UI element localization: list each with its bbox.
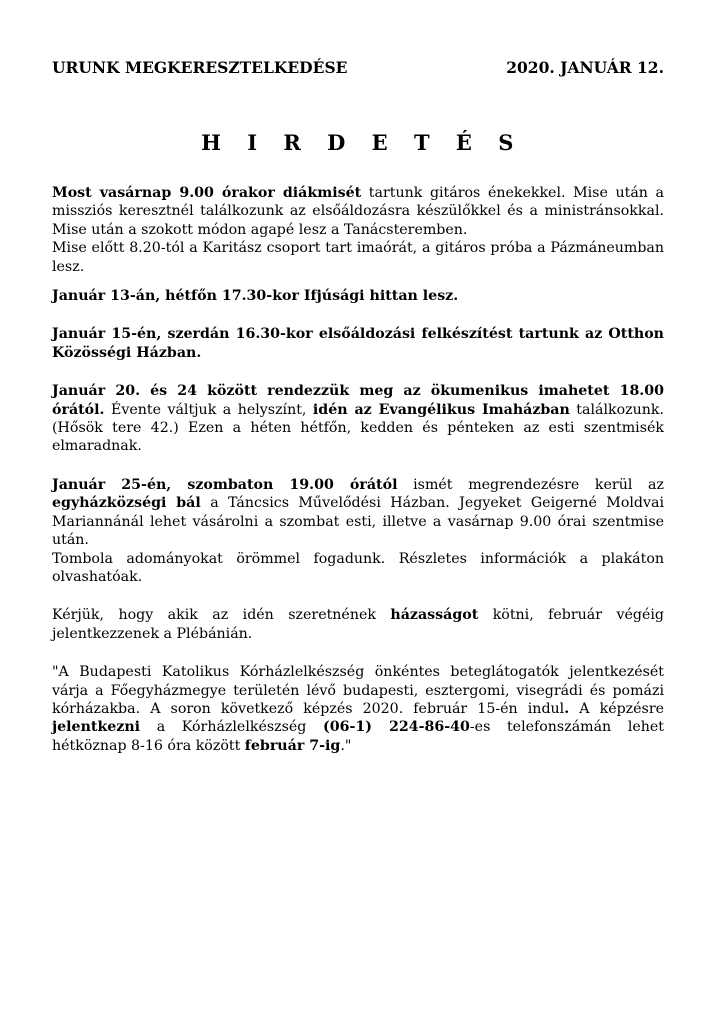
text: ismét megrendezésre kerül az [397, 476, 664, 493]
page-title: H I R D E T É S [201, 130, 523, 155]
bold-text: Január 25-én, szombaton 19.00 órától [52, 476, 398, 493]
announcement-hospital-chaplaincy [52, 663, 664, 755]
text: Évente váltjuk a helyszínt, [104, 401, 313, 418]
bold-text: Most vasárnap 9.00 órakor diákmisét [52, 185, 362, 201]
deadline: február 7-ig [244, 737, 341, 754]
text: "A Budapesti Katolikus Kórházlelkészség önkéntes beteglátogatók jelentkezését várja a Főegyházmegye területén lévő budapesti, esztergomi, visegrádi és pomázi kórházakba. A soron következő képzés 2020. február 15-én indul [52, 664, 664, 717]
bold-text: idén az Evangélikus Imaházban [312, 401, 570, 418]
announcement-youth-catechesis [52, 287, 664, 305]
bold-text: . [564, 700, 570, 717]
announcement-marriage [52, 606, 664, 643]
text: találkozunk. (Hősök tere 42.) Ezen a héten hétfőn, kedden és pénteken az esti szentmisék elmaradnak. [52, 401, 664, 455]
bold-text: Január 20. és 24 között rendezzük meg az ökumenikus imahetet 18.00 órától. [52, 383, 664, 418]
feast-name: URUNK MEGKERESZTELKEDÉSE [52, 58, 348, 77]
announcement-parish-ball [52, 476, 664, 586]
phone-number: (06-1) 224-86-40 [323, 719, 470, 736]
announcements [52, 184, 664, 755]
announcement-prayer-week [52, 382, 664, 456]
bold-text: Január 13-án, hétfőn 17.30-kor Ifjúsági hittan lesz. [52, 288, 459, 305]
text: kötni, február végéig jelentkezzenek a Plébánián. [52, 607, 664, 642]
text: A képzésre [569, 700, 664, 717]
text: Kérjük, hogy akik az idén szeretnének [52, 607, 391, 624]
text: tartunk gitáros énekekkel. Mise után a missziós keresztnél találkozunk az elsőáldozásra készülőkkel és a ministránsokkal. Mise után a szokott módon agapé lesz a Tanácsteremben. [52, 185, 664, 238]
text: ." [340, 737, 352, 754]
bold-text: Január 15-én, szerdán 16.30-kor elsőáldozási felkészítést tartunk az Otthon Közösségi Házban. [52, 326, 664, 361]
bold-text: egyházközségi bál [52, 495, 201, 512]
text: -es telefonszámán lehet hétköznap 8-16 óra között [52, 719, 664, 754]
text: Tombola adományokat örömmel fogadunk. Részletes információk a plakáton olvashatóak. [52, 550, 664, 585]
bold-text: házasságot [390, 607, 479, 624]
text: Mise előtt 8.20-tól a Karitász csoport tart imaórát, a gitáros próba a Pázmáneumban lesz. [52, 240, 664, 275]
bold-text: jelentkezni [52, 719, 141, 736]
text: a Táncsics Művelődési Házban. Jegyeket Geigerné Moldvai Mariannánál lehet vásárolni a szombat esti, illetve a vasárnap 9.00 órai szentmise után. [52, 495, 665, 549]
date: 2020. JANUÁR 12. [506, 58, 664, 77]
text: a Kórházlelkészség [140, 719, 323, 736]
announcement-first-communion [52, 325, 664, 362]
announcement-student-mass [52, 184, 664, 276]
